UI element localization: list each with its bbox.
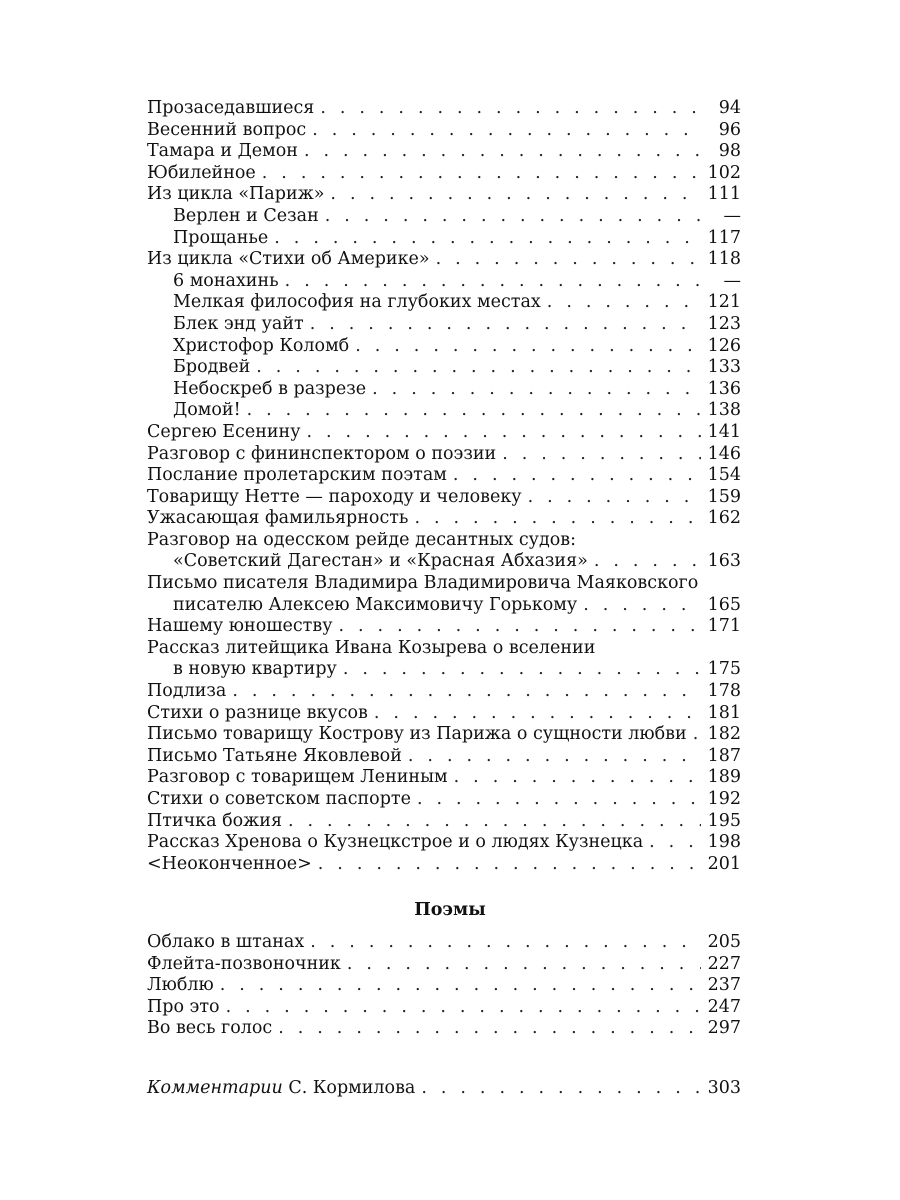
entry-page: 138 [707,400,741,421]
dot-leader [232,681,701,703]
toc-entry [147,932,741,954]
entry-page: 94 [718,98,741,118]
entry-page: 187 [707,745,741,766]
entry-title: Верлен и Сезан [173,205,319,226]
toc-poems-section [147,932,741,1040]
dot-leader [325,206,701,228]
entry-title: Товарищу Нетте — пароходу и человеку [147,486,522,507]
toc-subentry [147,206,741,228]
entry-title: Из цикла «Париж» [147,184,325,205]
dot-leader [226,997,701,1019]
toc-entry [147,120,741,142]
toc-entry [147,854,741,876]
entry-title: Нашему юношеству [147,616,333,637]
toc-entry [147,422,741,444]
entry-title-continuation: «Советский Дагестан» и «Красная Абхазия» [173,551,588,572]
toc-entry [147,616,741,638]
entry-page: 111 [707,184,741,205]
entry-title: <Неоконченное> [147,853,312,874]
entry-title: Весенний вопрос [147,119,307,140]
entry-title: Прощанье [173,227,269,248]
entry-page: 198 [707,832,741,853]
toc-entry [147,975,741,997]
entry-title: Во весь голос [147,1018,273,1039]
entry-page: 126 [707,335,741,356]
entry-title: Стихи о советском паспорте [147,789,411,809]
toc-entry [147,767,741,789]
entry-title: Юбилейное [147,162,256,183]
entry-page: 171 [707,616,741,637]
toc-entry [147,997,741,1019]
dot-leader [528,487,701,509]
entry-page: 165 [707,594,741,615]
toc-entry [147,954,741,976]
entry-title: Письмо писателя Владимира Владимировича Маяковского [147,573,699,594]
toc-entry [147,724,741,746]
dot-leader [547,292,701,314]
entry-page: — [723,270,741,291]
entry-title: Разговор с фининспектором о поэзии [147,443,497,464]
toc-entry [147,508,741,530]
dot-leader [502,444,701,466]
entry-title: Прозаседавшиеся [147,98,315,118]
entry-page: 162 [707,508,741,529]
toc-entry [147,789,741,811]
entry-title: Из цикла «Стихи об Америке» [147,249,430,270]
toc-entry [147,703,741,725]
toc-commentary-section [147,1078,741,1100]
entry-page: 182 [707,724,741,745]
entry-page: 133 [707,357,741,378]
entry-page: 189 [707,767,741,788]
commentary-label: Комментарии [147,1078,283,1098]
entry-page: 117 [707,227,741,248]
entry-title-continuation: в новую квартиру [173,659,337,680]
entry-page: 102 [707,162,741,183]
dot-leader [274,228,701,250]
dot-leader [414,508,701,530]
entry-title: Письмо товарищу Кострову из Парижа о сущности любви [147,724,687,745]
toc-entry [147,832,741,854]
toc-entry-first-line [147,530,741,552]
entry-title: Облако в штанах [147,932,305,952]
entry-page: 175 [707,659,741,680]
dot-leader [339,616,702,638]
toc-subentry [147,379,741,401]
entry-title: Рассказ литейщика Ивана Козырева о вселении [147,637,596,658]
toc-entry-first-line [147,638,741,660]
dot-leader [318,854,701,876]
toc-entry-continuation [147,659,741,681]
dot-leader [220,975,701,997]
entry-page: 136 [707,378,741,399]
toc-subentry [147,336,741,358]
entry-page: 96 [718,119,741,140]
dot-leader [310,314,701,336]
entry-title: Про это [147,996,220,1017]
entry-title: Птичка божия [147,810,282,831]
toc-subentry [147,357,741,379]
dot-leader [355,336,701,358]
entry-title: Бродвей [173,357,251,378]
dot-leader [347,954,701,976]
entry-title: Рассказ Хренова о Кузнецкстрое и о людях Кузнецка [147,832,644,853]
toc-lyrics-section [147,98,741,875]
dot-leader [594,551,701,573]
toc-subentry [147,292,741,314]
entry-title: Послание пролетарским поэтам [147,465,447,486]
toc-entry-continuation [147,595,741,617]
toc-entry [147,465,741,487]
entry-page: 141 [707,421,741,442]
dot-leader [304,141,701,163]
dot-leader [285,271,701,293]
dot-leader [312,120,701,142]
entry-title: Стихи о разнице вкусов [147,702,368,723]
toc-entry [147,1018,741,1040]
dot-leader [649,832,701,854]
entry-page: — [723,205,741,226]
toc-entry [147,141,741,163]
toc-subentry [147,400,741,422]
entry-page: 146 [707,443,741,464]
toc-entry [147,811,741,833]
toc-subentry [147,271,741,293]
entry-title: Письмо Татьяне Яковлевой [147,745,402,766]
entry-title: Флейта-позвоночник [147,953,341,974]
dot-leader [343,659,701,681]
entry-title: Ужасающая фамильярность [147,508,409,529]
dot-leader [278,1018,701,1040]
dot-leader [583,595,701,617]
entry-title: Блек энд уайт [173,313,304,334]
dot-leader [256,357,701,379]
dot-leader [693,724,701,746]
toc-entry [147,98,741,120]
toc-subentry [147,228,741,250]
commentary-title [147,1078,415,1100]
entry-title: Сергею Есенину [147,421,301,442]
entry-page: 98 [718,141,741,162]
toc-entry [147,184,741,206]
entry-title: Разговор на одесском рейде десантных судов: [147,529,576,550]
toc-entry-commentary [147,1078,741,1100]
toc-entry [147,444,741,466]
toc-entry [147,249,741,271]
entry-title: Разговор с товарищем Лениным [147,767,448,788]
toc-subentry [147,314,741,336]
entry-page: 227 [707,953,741,974]
entry-page: 121 [707,292,741,313]
entry-title: Люблю [147,975,214,996]
toc-entry-continuation [147,551,741,573]
entry-title: Домой! [173,400,241,421]
entry-page: 297 [707,1018,741,1039]
toc-entry-first-line [147,573,741,595]
section-heading-poems: Поэмы [414,900,486,920]
dot-leader [453,465,701,487]
dot-leader [330,184,701,206]
entry-page: 154 [707,465,741,486]
entry-page: 178 [707,681,741,702]
toc-entry [147,681,741,703]
entry-page: 201 [707,853,741,874]
entry-page: 237 [707,975,741,996]
entry-title: Христофор Коломб [173,335,350,356]
commentary-author: С. Кормилова [288,1078,416,1098]
entry-title: 6 монахинь [173,270,279,291]
entry-title: Мелкая философия на глубоких местах [173,292,541,313]
entry-page: 192 [707,789,741,809]
dot-leader [417,789,701,811]
dot-leader [288,811,701,833]
entry-page: 181 [707,702,741,723]
entry-title: Небоскреб в разрезе [173,378,367,399]
entry-page: 118 [707,249,741,270]
dot-leader [372,379,701,401]
dot-leader [436,249,701,271]
entry-page: 247 [707,996,741,1017]
entry-page: 195 [707,810,741,831]
entry-page: 163 [707,551,741,572]
entry-title: Тамара и Демон [147,141,298,162]
toc-entry [147,487,741,509]
dot-leader [262,163,701,185]
entry-page: 123 [707,313,741,334]
dot-leader [374,703,701,725]
toc-entry [147,746,741,768]
entry-page: 205 [707,932,741,952]
dot-leader [421,1078,701,1100]
dot-leader [454,767,701,789]
dot-leader [247,400,701,422]
dot-leader [307,422,702,444]
toc-entry [147,163,741,185]
entry-page: 159 [707,486,741,507]
dot-leader [310,932,701,954]
entry-page: 303 [707,1078,741,1098]
dot-leader [320,98,701,120]
dot-leader [408,746,701,768]
entry-title-continuation: писателю Алексею Максимовичу Горькому [173,594,578,615]
entry-title: Подлиза [147,681,227,702]
